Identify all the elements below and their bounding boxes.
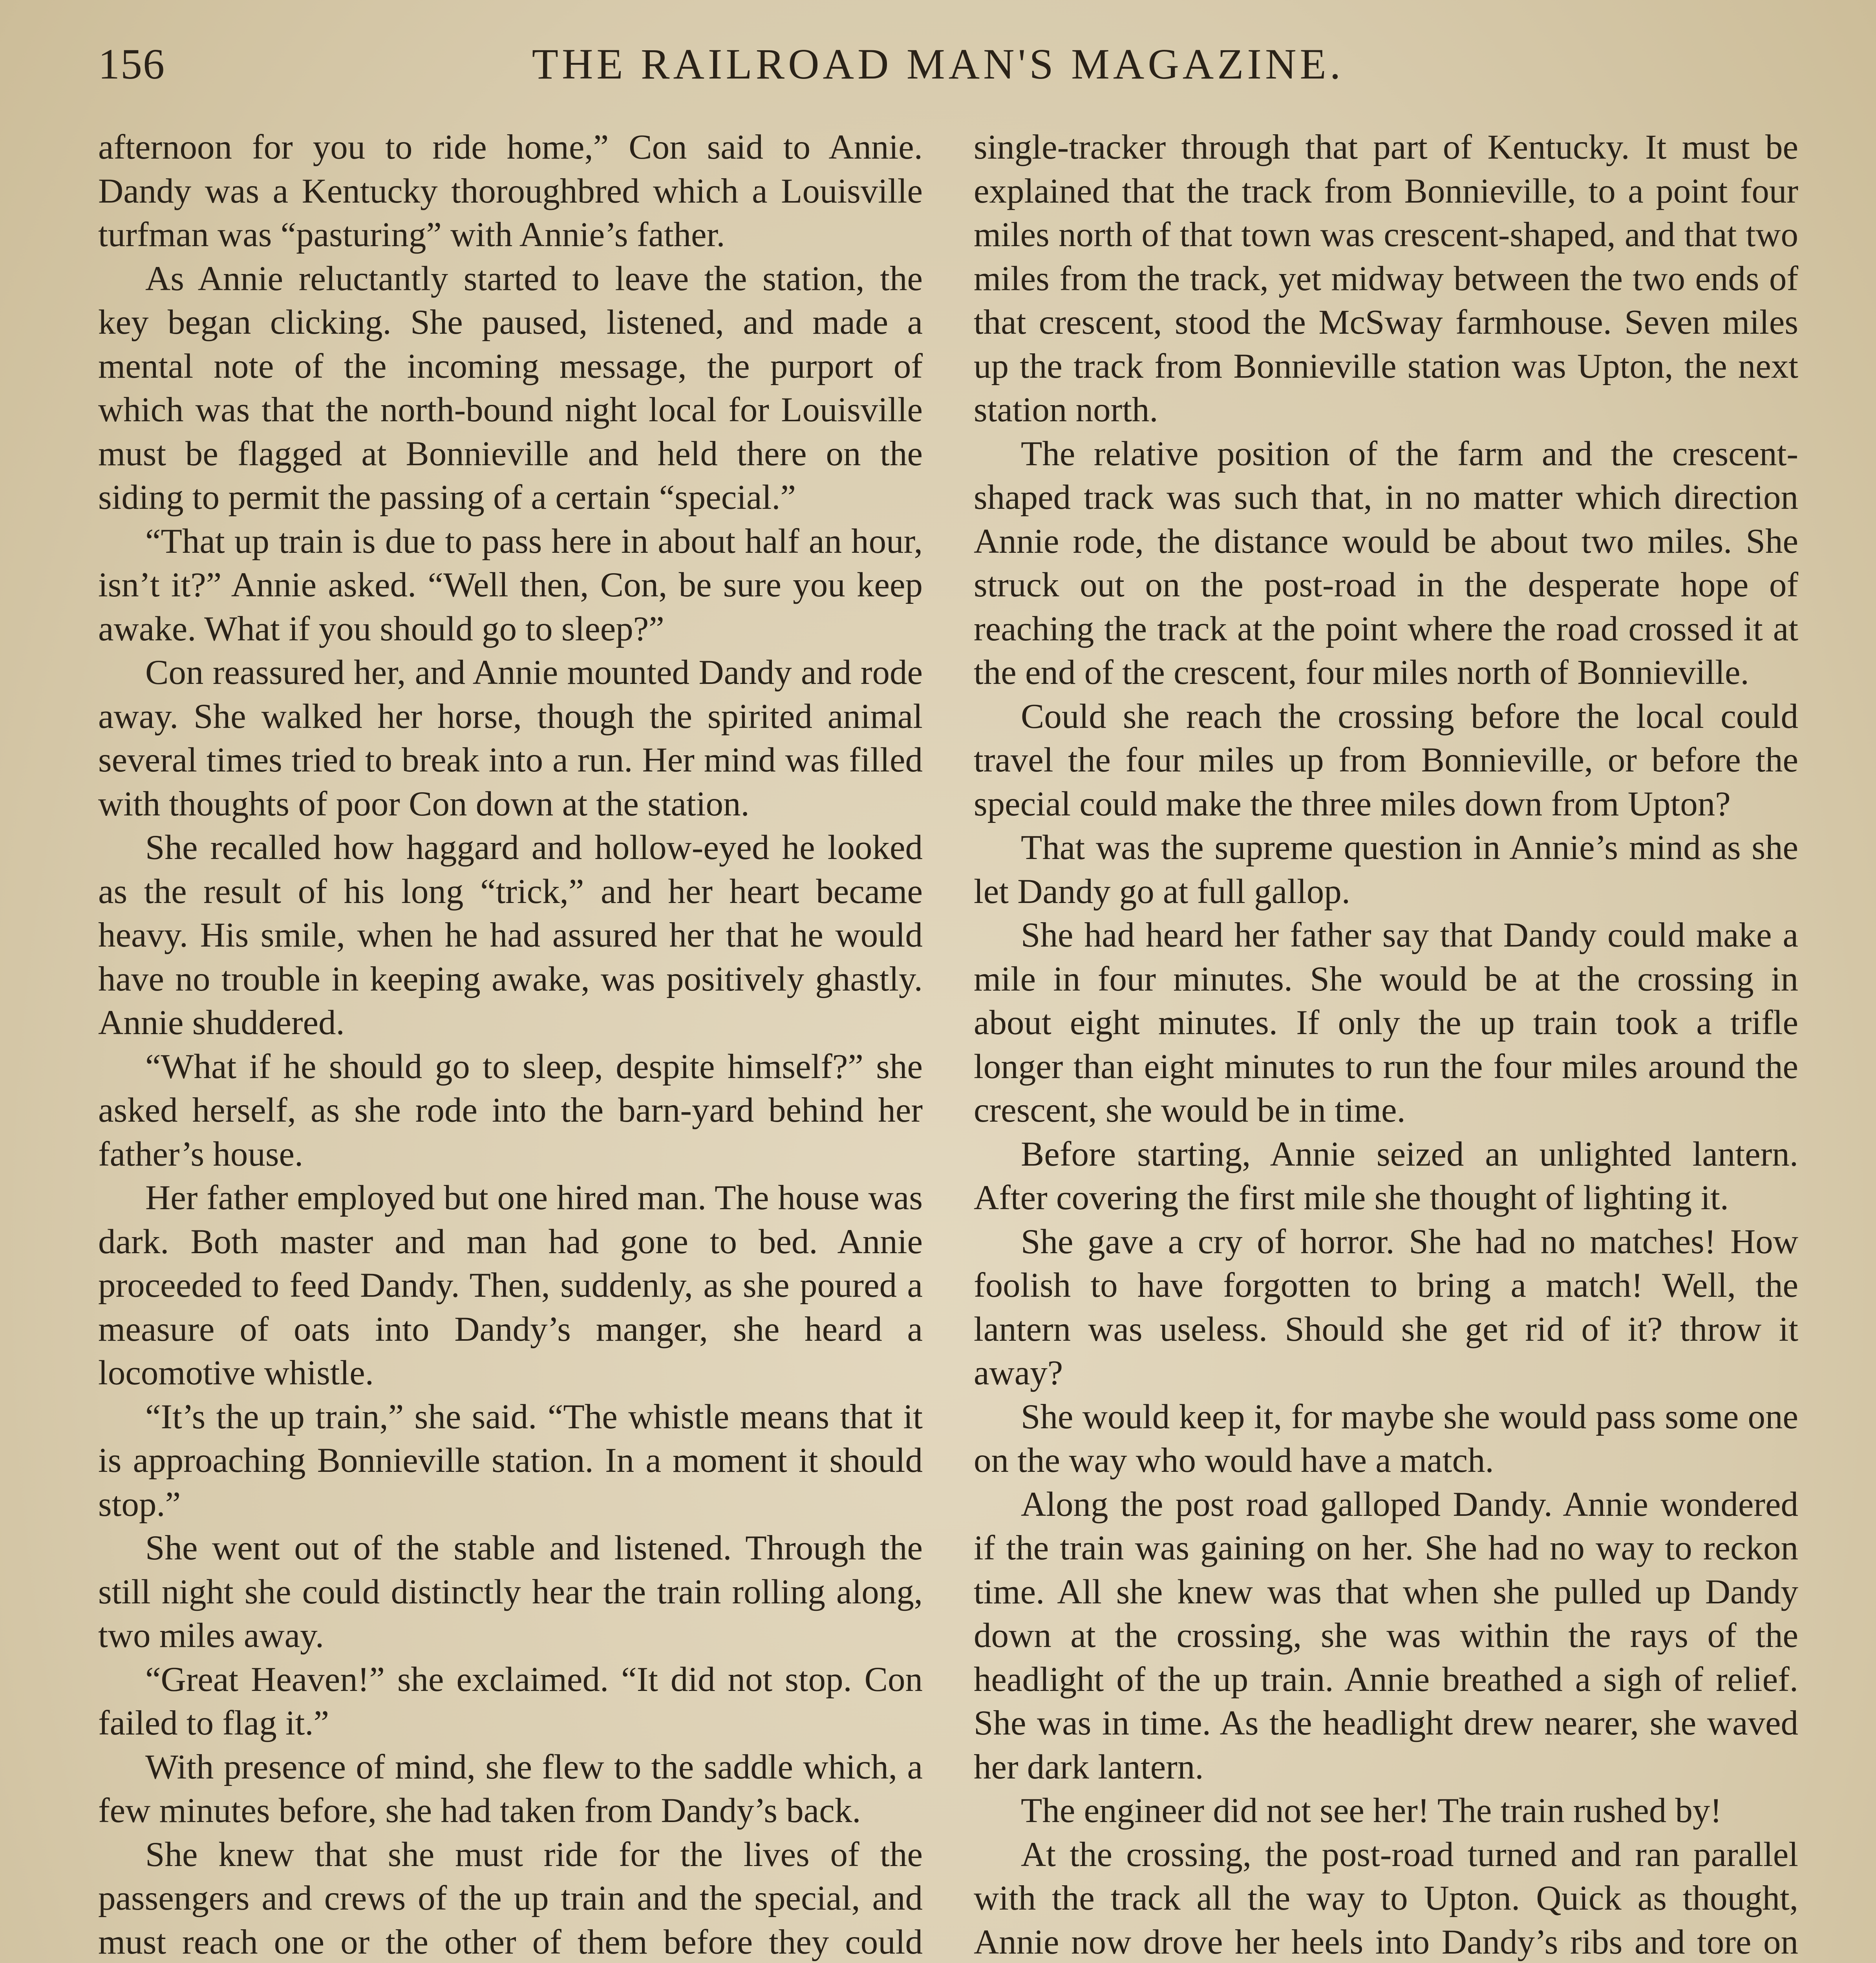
paragraph: single-tracker through that part of Kentucky. It must be explained that the track from Bonnieville, to a point four miles north of that town was crescent-shaped, and that two miles from the track, yet midway between the two ends of that crescent, stood the McSway farmhouse. Seven miles up the track from Bonnieville station was Upton, the next station north. <box>974 128 1798 429</box>
paragraph: The engineer did not see her! The train rushed by! <box>1021 1791 1722 1830</box>
paragraph: She knew that she must ride for the lives of the passengers and crews of the up train and the special, and must reach one or the other of them before they could <box>98 1835 923 1961</box>
paragraph: “Great Heaven!” she exclaimed. “It did not stop. Con failed to flag it.” <box>98 1660 923 1742</box>
paragraph: afternoon for you to ride home,” Con said to Annie. Dandy was a Kentucky thoroughbred which a Louisville turfman was “pasturing” with Annie’s father. <box>98 128 923 254</box>
paragraph: That was the supreme question in Annie’s mind as she let Dandy go at full gallop. <box>974 828 1798 911</box>
paragraph: Her father employed but one hired man. The house was dark. Both master and man had gone to bed. Annie proceeded to feed Dandy. Then, suddenly, as she poured a measure of oats into Dandy’s manger, she heard a locomotive whistle. <box>98 1179 923 1392</box>
text-columns <box>98 126 1798 1963</box>
paragraph: “It’s the up train,” she said. “The whistle means that it is approaching Bonnieville station. In a moment it should stop.” <box>98 1397 923 1524</box>
paragraph: “What if he should go to sleep, despite himself?” she asked herself, as she rode into the barn-yard behind her father’s house. <box>98 1047 923 1173</box>
page-number: 156 <box>98 40 165 88</box>
paragraph: She had heard her father say that Dandy could make a mile in four minutes. She would be at the crossing in about eight minutes. If only the up train took a trifle longer than eight minutes to run the four miles around the crescent, she would be in time. <box>974 916 1798 1130</box>
paragraph: She went out of the stable and listened. Through the still night she could distinctly hear the train rolling along, two miles away. <box>98 1529 923 1655</box>
running-title: THE RAILROAD MAN'S MAGAZINE. <box>532 40 1344 88</box>
paragraph: She recalled how haggard and hollow-eyed he looked as the result of his long “trick,” and her heart became heavy. His smile, when he had assured her that he would have no trouble in keeping awake, was positively ghastly. Annie shuddered. <box>98 828 923 1042</box>
paragraph: As Annie reluctantly started to leave the station, the key began clicking. She paused, listened, and made a mental note of the incoming message, the purport of which was that the north-bound night local for Louisville must be flagged at Bonnieville and held there on the siding to permit the passing of a certain “special.” <box>98 259 923 517</box>
paragraph: Before starting, Annie seized an unlighted lantern. After covering the first mile she thought of lighting it. <box>974 1135 1798 1217</box>
paragraph: At the crossing, the post-road turned and ran parallel with the track all the way to Upton. Quick as thought, Annie now drove her heels into Dandy’s ribs and tore on <box>974 1835 1798 1961</box>
page-header <box>98 31 1778 102</box>
paragraph: Con reassured her, and Annie mounted Dandy and rode away. She walked her horse, though the spirited animal several times tried to break into a run. Her mind was filled with thoughts of poor Con down at the station. <box>98 653 923 823</box>
paragraph: The relative position of the farm and the crescent-shaped track was such that, in no matter which direction Annie rode, the distance would be about two miles. She struck out on the post-road in the desperate hope of reaching the track at the point where the road crossed it at the end of the crescent, four miles north of Bonnieville. <box>974 434 1798 692</box>
paragraph: “That up train is due to pass here in about half an hour, isn’t it?” Annie asked. “Well then, Con, be sure you keep awake. What if you should go to sleep?” <box>98 522 923 648</box>
paragraph: Along the post road galloped Dandy. Annie wondered if the train was gaining on her. She had no way to reckon time. All she knew was that when she pulled up Dandy down at the crossing, she was within the rays of the headlight of the up train. Annie breathed a sigh of relief. She was in time. As the headlight drew nearer, she waved her dark lantern. <box>974 1485 1798 1786</box>
paragraph: Could she reach the crossing before the local could travel the four miles up from Bonnieville, or before the special could make the three miles down from Upton? <box>974 697 1798 823</box>
paragraph: With presence of mind, she flew to the saddle which, a few minutes before, she had taken from Dandy’s back. <box>98 1747 923 1830</box>
paragraph: She would keep it, for maybe she would pass some one on the way who would have a match. <box>974 1397 1798 1480</box>
paragraph: She gave a cry of horror. She had no matches! How foolish to have forgotten to bring a match! Well, the lantern was useless. Should she get rid of it? throw it away? <box>974 1222 1798 1392</box>
left-column <box>98 126 923 1963</box>
right-column <box>974 126 1798 1963</box>
